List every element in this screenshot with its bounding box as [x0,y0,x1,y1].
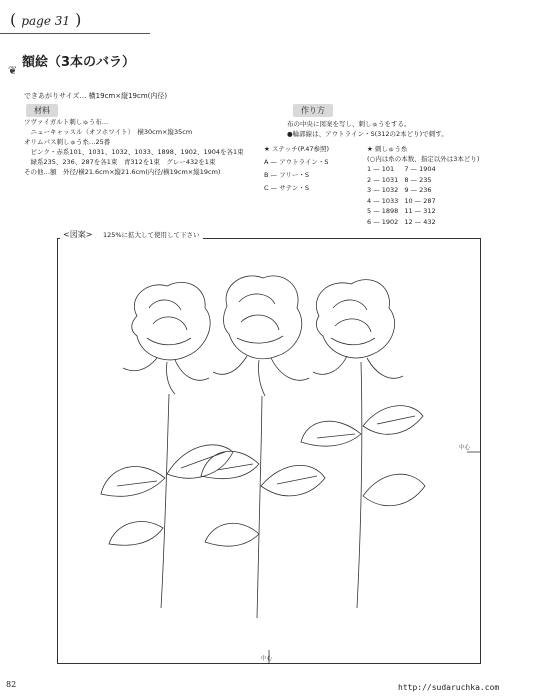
table-cell: 4 — 1033 [367,196,399,205]
table-cell: 5 — 1898 [367,207,399,215]
rose-middle-leaf1 [201,451,259,478]
fleuron-icon: ❦ [8,64,18,77]
page-label: page 31 [21,14,71,28]
materials-line: 緑系235、236、287を各1束 青312を1束 グレー432を1束 [24,158,216,166]
rose-middle-stem [257,396,262,618]
rose-right-petals [331,300,375,345]
materials-line: ツヴァイガルト刺しゅう布… [24,118,109,126]
stitch-block [264,144,329,193]
table-cell: 2 — 1031 [367,175,399,184]
table-cell: 11 — 312 [404,207,436,215]
figure-title: <図案> [63,230,93,239]
table-row [367,185,442,196]
page-header: ( page 31 ) [10,10,150,34]
materials-line: ピンク・赤系101、1031、1032、1033、1898、1902、1904を各1束 [24,148,244,156]
page-title: 額絵（3本のバラ） [22,55,136,70]
center-label-right: 中心 [459,445,471,451]
thread-note: (○内は糸の本数、指定以外は3本どり) [367,155,480,163]
howto-heading: 作り方 [293,104,333,117]
rose-left-sepals [123,358,209,394]
stitch-heading: ★ ステッチ(P.47参照) [264,145,330,153]
table-cell: 1 — 101 [367,165,395,173]
thread-block [367,144,479,227]
table-row [367,206,442,217]
rose-middle-sepals [213,356,309,396]
table-cell: 10 — 287 [404,196,436,205]
table-cell: 7 — 1904 [404,165,436,173]
figure-note: 125%に拡大して使用して下さい [102,231,200,239]
rose-left-leaf1 [101,467,165,497]
rose-left-head [132,282,210,360]
table-row [367,196,442,207]
rose-right-sepals [313,356,403,378]
rose-right-leaf3 [363,474,425,506]
thread-heading: ★ 刺しゅう糸 [367,145,408,153]
rose-left-stem [161,394,169,608]
rose-right-leaf1 [301,421,361,446]
howto-list [287,119,448,139]
rose-left-leaf3 [109,521,163,545]
stitch-item: A — アウトライン・S [264,158,329,166]
rose-left-petals [147,300,191,345]
rose-left-leaf2 [167,445,233,478]
rose-middle-leaf3 [205,523,259,546]
table-cell: 6 — 1902 [367,217,399,226]
table-cell: 3 — 1032 [367,186,399,194]
center-label-bottom: 中心 [261,656,273,662]
howto-line: ●輪郭線は、アウトライン・S(312の2本どり)で刺す。 [287,130,448,138]
page-number: 82 [6,680,17,689]
finished-size: できあがりサイズ… 横19cm×縦19cm(内径) [24,92,168,100]
table-cell: 12 — 432 [404,217,436,226]
rose-pattern-drawing [57,238,481,664]
rose-right-leaf2 [363,406,423,435]
watermark-url: http://sudaruchka.com [398,683,500,692]
materials-heading: 材料 [26,104,58,117]
rose-middle-head [224,276,302,359]
stitch-item: B — フリー・S [264,171,309,179]
table-cell: 9 — 236 [404,186,432,194]
table-cell: 8 — 235 [404,175,432,184]
rose-middle-petals [237,294,283,343]
table-row [367,175,442,186]
howto-line: 布の中央に図案を写し、刺しゅうをする。 [287,120,411,128]
rose-outlines [101,276,425,618]
rose-right-stem [357,362,362,608]
thread-table [367,164,442,227]
materials-line: ニューキャッスル（オフホワイト） 横30cm×縦35cm [24,128,193,136]
materials-line: その他…額 外径/横21.6cm×縦21.6cm(内径/横19cm×縦19cm) [24,168,221,176]
rose-middle-leaf2 [261,465,325,496]
table-row [367,217,442,228]
table-row [367,164,442,175]
stitch-item: C — サテン・S [264,184,309,192]
materials-line: オリムパス刺しゅう糸…25番 [24,138,111,146]
materials-list [24,117,244,177]
